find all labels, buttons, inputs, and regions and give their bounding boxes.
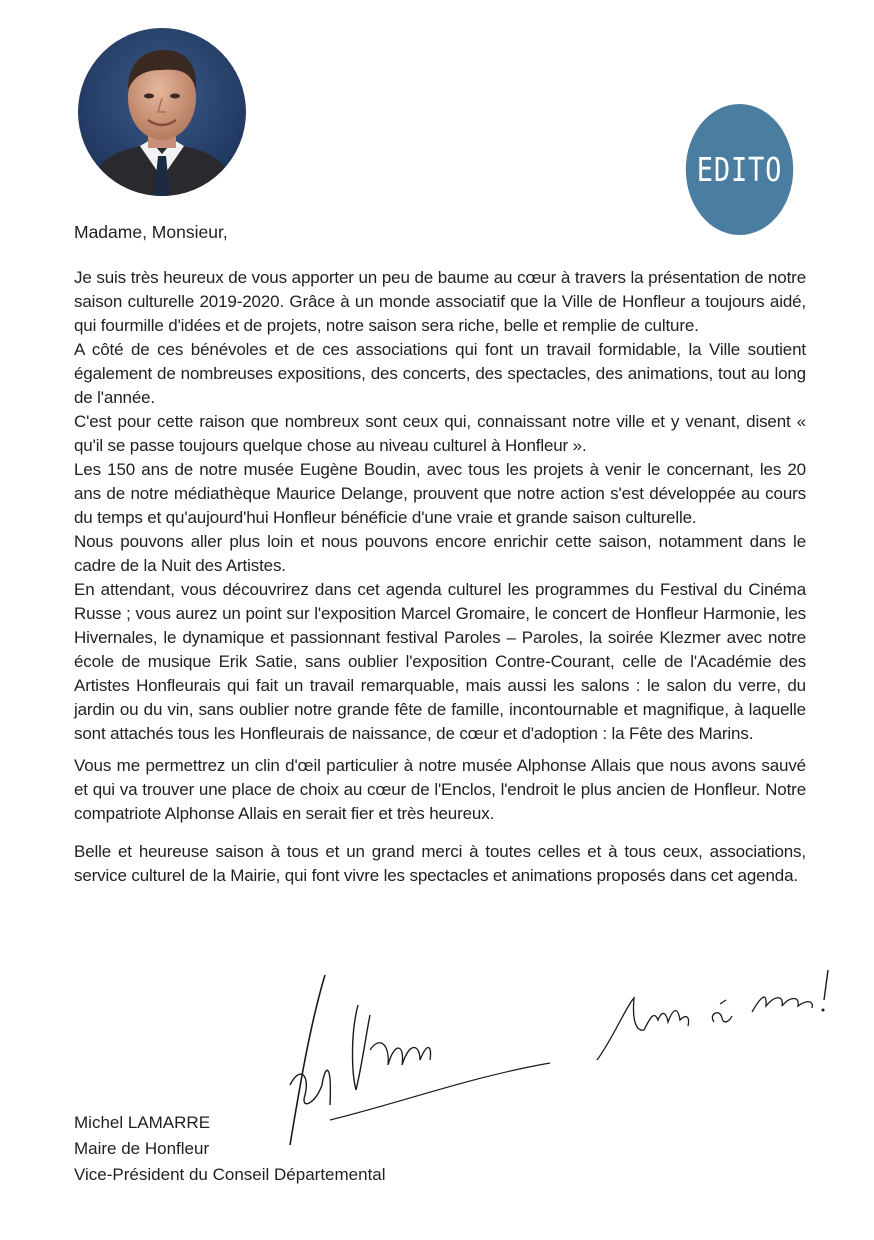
- signatory-role: Vice-Président du Conseil Départemental: [74, 1165, 386, 1184]
- paragraph: Nous pouvons aller plus loin et nous pouvons encore enrichir cette saison, notamment dans le cadre de la Nuit des Artistes.: [74, 532, 806, 575]
- paragraph: Vous me permettrez un clin d'œil particulier à notre musée Alphonse Allais que nous avons sauvé et qui va trouver une place de choix au cœur de l'Enclos, l'endroit le plus ancien de Honfleur. Notre compatriote Alphonse Allais en serait fier et très heureux.: [74, 756, 806, 823]
- paragraph: En attendant, vous découvrirez dans cet agenda culturel les programmes du Festival du Cinéma Russe ; vous aurez un point sur l'exposition Marcel Gromaire, le concert de Honfleur Harmonie, les Hivernales, le dynamique et passionnant festival Paroles – Paroles, la soirée Klezmer avec notre école de musique Erik Satie, sans oublier l'exposition Contre-Courant, celle de l'Académie des Artistes Honfleurais qui fait un travail remarquable, mais aussi les salons : le salon du verre, du jardin ou du vin, sans oublier notre grande fête de famille, incontournable et magnifique, à laquelle sont attachés tous les Honfleurais de naissance, de cœur et d'adoption : la Fête des Marins.: [74, 580, 806, 743]
- salutation: Madame, Monsieur,: [74, 222, 228, 242]
- paragraph: A côté de ces bénévoles et de ces associations qui font un travail formidable, la Ville soutient également de nombreuses expositions, des concerts, des spectacles, des animations, tout au long de l'année.: [74, 340, 806, 407]
- signatory-title: Maire de Honfleur: [74, 1139, 210, 1158]
- mayor-portrait: [78, 28, 246, 196]
- editorial-body: [74, 266, 806, 888]
- paragraph: C'est pour cette raison que nombreux sont ceux qui, connaissant notre ville et y venant, disent « qu'il se passe toujours quelque chose au niveau culturel à Honfleur ».: [74, 412, 806, 455]
- edito-badge: [686, 104, 793, 235]
- edito-badge-label: EDITO: [696, 150, 783, 189]
- paragraph: Je suis très heureux de vous apporter un peu de baume au cœur à travers la présentation de notre saison culturelle 2019-2020. Grâce à un monde associatif que la Ville de Honfleur a toujours aidé, qui fourmille d'idées et de projets, notre saison sera riche, belle et remplie de culture.: [74, 268, 806, 335]
- paragraph: Belle et heureuse saison à tous et un grand merci à toutes celles et à tous ceux, associations, service culturel de la Mairie, qui font vivre les spectacles et animations proposés dans cet agenda.: [74, 842, 806, 885]
- signoff-block: [74, 1110, 386, 1188]
- paragraph: Les 150 ans de notre musée Eugène Boudin, avec tous les projets à venir le concernant, les 20 ans de notre médiathèque Maurice Delange, prouvent que notre action s'est développée au cours du temps et qu'aujourd'hui Honfleur bénéficie d'une vraie et grande saison culturelle.: [74, 460, 806, 527]
- handwritten-note-amities: [592, 960, 842, 1065]
- signatory-name: Michel LAMARRE: [74, 1113, 211, 1132]
